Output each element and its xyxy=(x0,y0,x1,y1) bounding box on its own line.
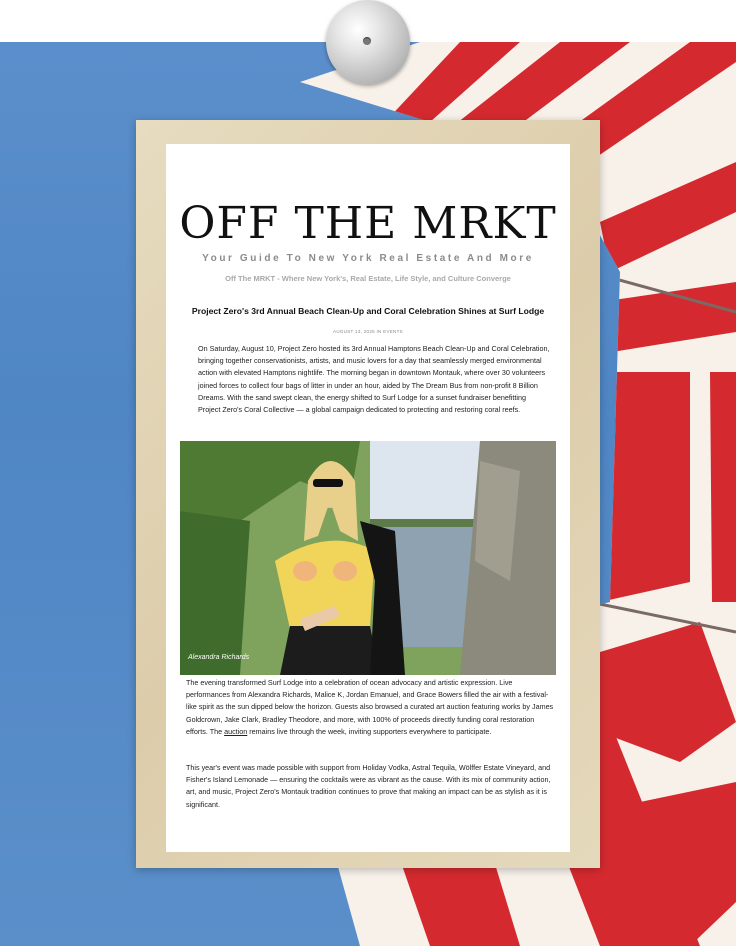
publication-tagline: Your Guide To New York Real Estate And More xyxy=(202,253,534,264)
publication-subtagline: Off The MRKT - Where New York's, Real Estate, Life Style, and Culture Converge xyxy=(225,274,511,283)
push-pin-icon xyxy=(326,0,410,84)
photo-illustration xyxy=(180,441,556,675)
auction-link[interactable]: auction xyxy=(224,726,248,736)
article-paragraph-1: On Saturday, August 10, Project Zero hosted its 3rd Annual Hamptons Beach Clean-Up and Coral Celebration, bringing together conservationists, artists, and music lovers for a day that seamlessly merged environmental action with elevated Hamptons nightlife. The morning began in downtown Montauk, where over 30 volunteers joined forces to collect four bags of litter in under an hour, aided by The Dream Bus from non-profit 8 Billion Dreams. With the sand swept clean, the energy shifted to Surf Lodge for a sunset fundraiser benefitting Project Zero's Coral Collective — a global campaign dedicated to protecting and restoring coral reefs. xyxy=(198,344,550,415)
clipping-frame xyxy=(136,120,600,868)
photo-caption: Alexandra Richards xyxy=(188,654,250,661)
article-photo xyxy=(180,441,556,675)
article-paragraph-3: This year's event was made possible with support from Holiday Vodka, Astral Tequila, Wölffer Estate Vineyard, and Fisher's Island Lemonade — ensuring the cocktails were as vibrant as the cause. With its mix of community action, art, and music, Project Zero's Montauk tradition continues to prove that making an impact can be as stylish as it is significant. xyxy=(186,763,551,809)
publication-title: OFF THE MRKT xyxy=(179,198,557,249)
paragraph-2-text-end: remains live through the week, inviting supporters everywhere to participate. xyxy=(247,726,492,736)
article-dateline: AUGUST 13, 2025 IN EVENTS xyxy=(333,329,403,334)
article-paragraph-2 xyxy=(186,677,554,738)
article-headline: Project Zero's 3rd Annual Beach Clean-Up and Coral Celebration Shines at Surf Lodge xyxy=(191,306,545,316)
paragraph-2-text-start: The evening transformed Surf Lodge into a celebration of ocean advocacy and artistic expression. Live performances from Alexandra Richards, Malice K, Jordan Emanuel, and Grace Bowers filled the air with a festival-like spirit as the sun dipped below the horizon. Guests also browsed a curated art auction featuring works by James Goldcrown, Jake Clark, Bradley Theodore, and more, with 100% of proceeds directly funding coral restoration efforts. The xyxy=(186,678,554,736)
article-page xyxy=(166,144,570,852)
